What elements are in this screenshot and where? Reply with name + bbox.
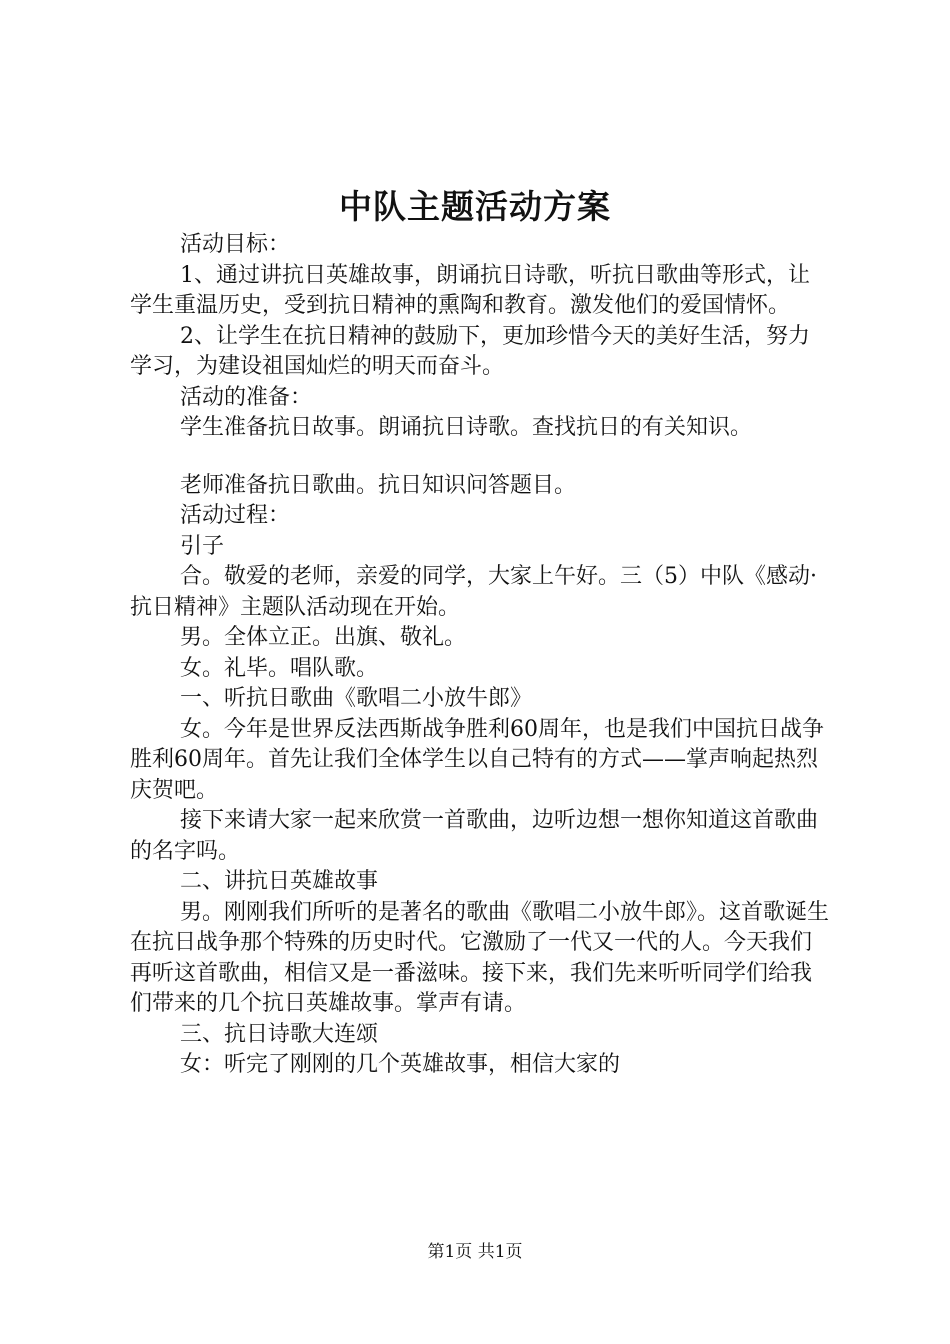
document-body <box>130 230 830 1081</box>
paragraph-girl-1: 女。礼毕。唱队歌。 <box>180 655 379 681</box>
paragraph-song-intro: 接下来请大家一起来欣赏一首歌曲，边听边想一想你知道这首歌曲的名字吗。 <box>130 808 819 864</box>
paragraph-prep-students: 学生准备抗日故事。朗诵抗日诗歌。查找抗日的有关知识。 <box>180 415 753 440</box>
paragraph-prep-heading: 活动的准备： <box>180 384 313 410</box>
page-title: 中队主题活动方案 <box>339 187 611 226</box>
paragraph-girl-3: 女：听完了刚刚的几个英雄故事，相信大家的 <box>180 1052 621 1077</box>
section-heading-1: 一、听抗日歌曲《歌唱二小放牛郎》 <box>180 686 533 711</box>
paragraph-boy-2: 男。刚刚我们所听的是著名的歌曲《歌唱二小放牛郎》。这首歌诞生在抗日战争那个特殊的历史时代。它激励了一代又一代的人。今天我们再听这首歌曲，相信又是一番滋味。接下来，我们先来听听同学们给我们带来的几个抗日英雄故事。掌声有请。 <box>130 899 830 1016</box>
paragraph-goal-1: 1、通过讲抗日英雄故事，朗诵抗日诗歌，听抗日歌曲等形式，让学生重温历史，受到抗日精神的熏陶和教育。激发他们的爱国情怀。 <box>130 262 810 318</box>
paragraph-intro: 引子 <box>180 533 225 559</box>
paragraph-girl-2: 女。今年是世界反法西斯战争胜利60周年，也是我们中国抗日战争胜利60周年。首先让我们全体学生以自己特有的方式——掌声响起热烈庆贺吧。 <box>130 716 824 803</box>
section-heading-3: 三、抗日诗歌大连颂 <box>180 1021 379 1047</box>
paragraph-goal-heading: 活动目标： <box>180 232 291 257</box>
paragraph-goal-2: 2、让学生在抗日精神的鼓励下，更加珍惜今天的美好生活，努力学习，为建设祖国灿烂的明天而奋斗。 <box>130 323 810 379</box>
paragraph-boy-1: 男。全体立正。出旗、敬礼。 <box>180 625 467 650</box>
spacer <box>130 444 830 471</box>
paragraph-process-heading: 活动过程： <box>180 503 291 528</box>
section-heading-2: 二、讲抗日英雄故事 <box>180 869 379 894</box>
page-footer: 第1页 共1页 <box>427 1242 523 1262</box>
paragraph-together: 合。敬爱的老师，亲爱的同学，大家上午好。三（5）中队《感动·抗日精神》主题队活动现在开始。 <box>130 564 817 620</box>
paragraph-prep-teacher: 老师准备抗日歌曲。抗日知识问答题目。 <box>180 472 577 498</box>
